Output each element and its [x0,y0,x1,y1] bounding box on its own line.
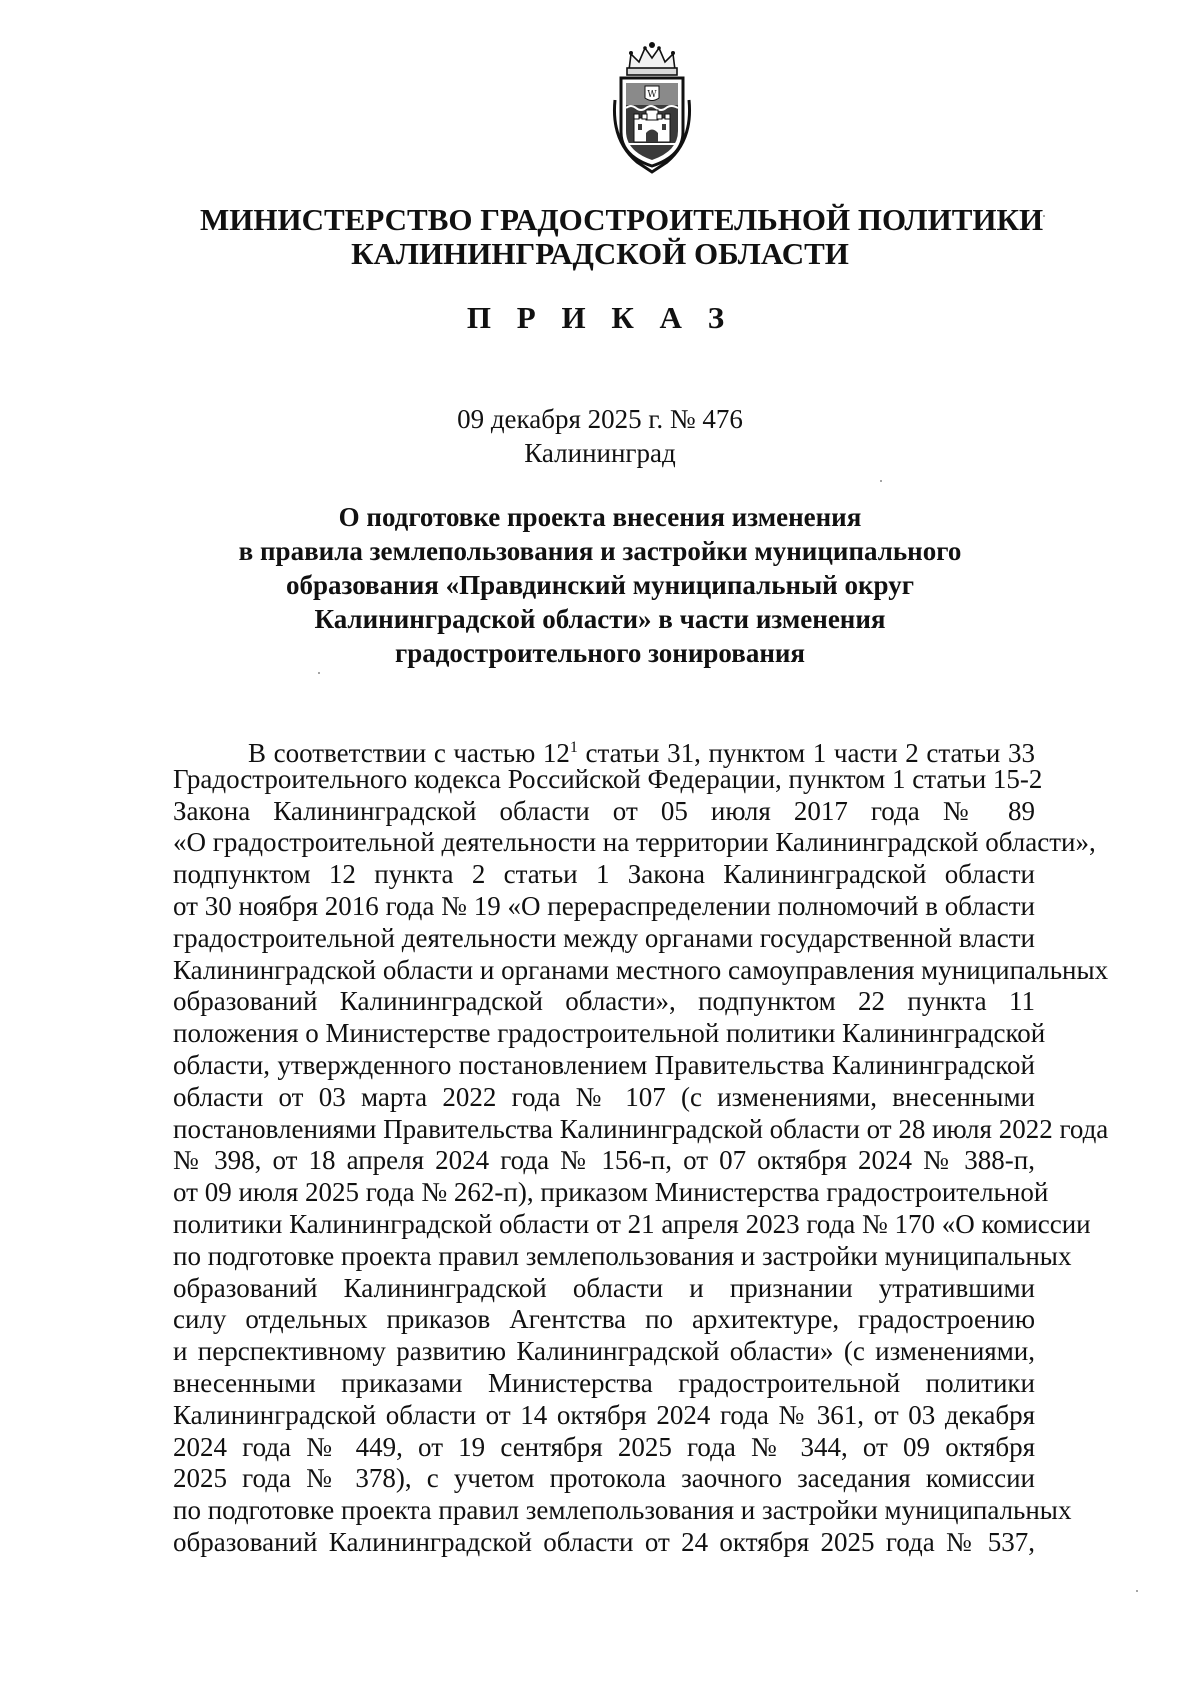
body-line: образований Калининградской области», подпунктом 22 пункта 11 [173,986,1035,1017]
body-line: силу отдельных приказов Агентства по архитектуре, градостроению [173,1304,1035,1335]
body-line: положения о Министерстве градостроительной политики Калининградской [173,1018,1046,1049]
body-line: и перспективному развитию Калининградской области» (с изменениями, [173,1336,1035,1367]
body-line: постановлениями Правительства Калининградской области от 28 июля 2022 года [173,1113,1109,1144]
scan-speck [1136,1590,1138,1592]
superscript: 1 [569,739,578,756]
body-line: области, утвержденного постановлением Правительства Калининградской [173,1049,1035,1080]
body-line: от 30 ноября 2016 года № 19 «О перераспределении полномочий в области [173,890,1035,921]
body-line: по подготовке проекта правил землепользования и застройки муниципальных [173,1240,1072,1271]
body-line: политики Калининградской области от 21 апреля 2023 года № 170 «О комиссии [173,1208,1091,1239]
body-line: подпунктом 12 пункта 2 статьи 1 Закона Калининградской области [173,859,1035,890]
subject-line: градостроительного зонирования [394,638,806,668]
subject-line: образования «Правдинский муниципальный округ [286,570,914,600]
body-line-text: статьи 31, пунктом 1 части 2 статьи 33 [577,738,1035,768]
document-city: Калининград [524,438,676,468]
ministry-name-line: МИНИСТЕРСТВО ГРАДОСТРОИТЕЛЬНОЙ ПОЛИТИКИ [200,202,1044,237]
subject-line: О подготовке проекта внесения изменения [338,502,862,532]
body-line: № 398, от 18 апреля 2024 года № 156-п, от 07 октября 2024 № 388-п, [173,1145,1035,1176]
body-text [173,732,1109,1559]
body-line: 2025 года № 378), с учетом протокола заочного заседания комиссии [173,1463,1035,1494]
kaliningrad-coat-of-arms-icon [607,40,697,175]
body-line: по подготовке проекта правил землепользования и застройки муниципальных [173,1495,1072,1526]
body-line: области от 03 марта 2022 года № 107 (с изменениями, внесенными [173,1081,1035,1112]
scan-speck [880,480,882,482]
body-line: Калининградской области от 14 октября 2024 года № 361, от 03 декабря [173,1399,1035,1430]
body-line: градостроительной деятельности между органами государственной власти [173,922,1035,953]
document-date-number: 09 декабря 2025 г. № 476 [457,404,743,434]
ministry-name [200,202,1044,271]
body-line: внесенными приказами Министерства градостроительной политики [173,1367,1035,1398]
subject-line: Калининградской области» в части изменения [314,604,886,634]
body-line: 2024 года № 449, от 19 сентября 2025 года № 344, от 09 октября [173,1431,1035,1462]
svg-text:W: W [647,90,657,100]
subject-line: в правила землепользования и застройки муниципального [238,536,962,566]
ministry-name-line: КАЛИНИНГРАДСКОЙ ОБЛАСТИ [351,236,849,271]
body-line: Калининградской области и органами местного самоуправления муниципальных [173,954,1109,985]
scan-speck [1043,215,1045,217]
document-date-block [400,402,800,470]
body-line: образований Калининградской области и признании утратившими [173,1272,1035,1303]
body-line: Закона Калининградской области от 05 июля 2017 года № 89 [173,795,1035,826]
body-line: «О градостроительной деятельности на территории Калининградской области», [173,827,1096,858]
body-line: от 09 июля 2025 года № 262-п), приказом Министерства градостроительной [173,1177,1049,1208]
body-line: Градостроительного кодекса Российской Федерации, пунктом 1 статьи 15-2 [173,763,1043,794]
scan-speck [318,672,320,674]
document-subject [200,500,1000,670]
body-line [173,732,1035,768]
body-line-text: В соответствии с частью 12 [248,738,570,768]
body-line: образований Калининградской области от 24 октября 2025 года № 537, [173,1526,1035,1557]
document-type: П Р И К А З [466,300,734,335]
